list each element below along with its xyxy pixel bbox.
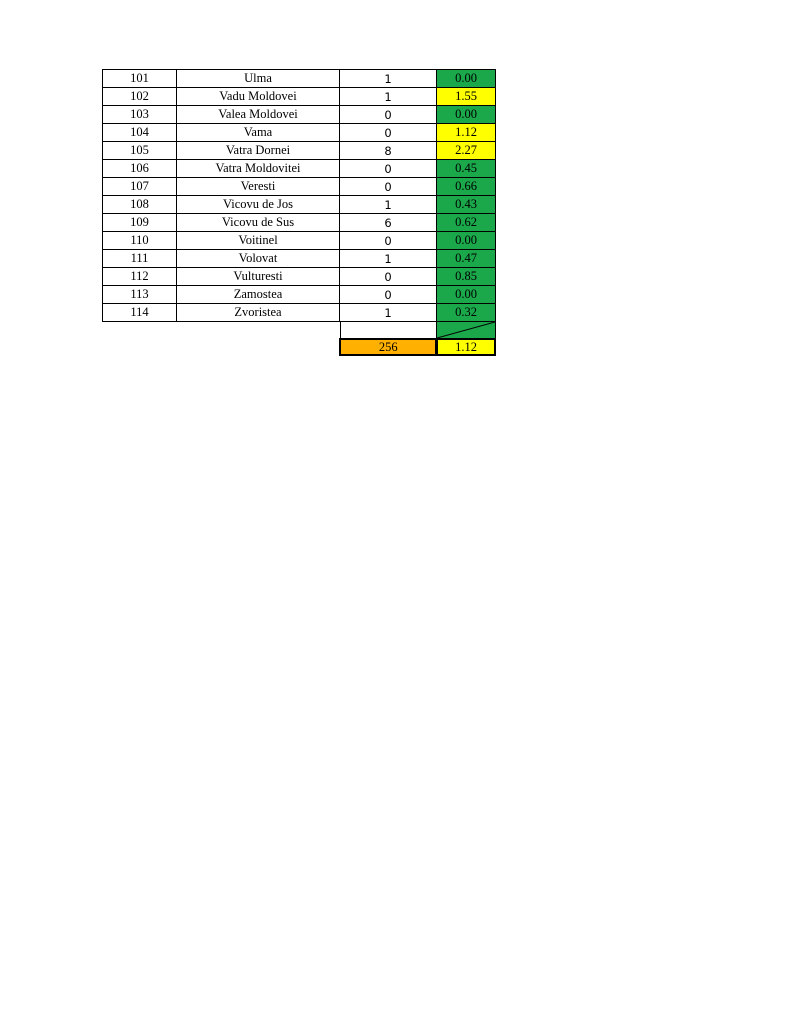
row-number-cell: 101	[102, 70, 177, 87]
locality-name-cell: Zamostea	[177, 286, 340, 303]
locality-name-cell: Veresti	[177, 178, 340, 195]
row-number-cell: 114	[102, 304, 177, 321]
row-number-cell: 113	[102, 286, 177, 303]
row-number-cell: 106	[102, 160, 177, 177]
row-number-cell: 103	[102, 106, 177, 123]
locality-name-cell: Vadu Moldovei	[177, 88, 340, 105]
row-number-cell: 108	[102, 196, 177, 213]
locality-name-cell: Volovat	[177, 250, 340, 267]
table-row	[102, 285, 496, 303]
value-cell: 0.85	[437, 268, 496, 285]
row-number-cell: 104	[102, 124, 177, 141]
table-row	[102, 213, 496, 231]
value-cell: 0.62	[437, 214, 496, 231]
table-row	[102, 87, 496, 105]
count-cell: 1	[340, 196, 437, 213]
count-cell: 8	[340, 142, 437, 159]
table-row	[102, 159, 496, 177]
locality-name-cell: Vicovu de Sus	[177, 214, 340, 231]
value-cell: 1.55	[437, 88, 496, 105]
spacer-empty	[102, 322, 340, 338]
spacer-row	[102, 322, 496, 338]
locality-name-cell: Voitinel	[177, 232, 340, 249]
table-body	[102, 69, 496, 322]
row-number-cell: 107	[102, 178, 177, 195]
row-number-cell: 110	[102, 232, 177, 249]
table-row	[102, 105, 496, 123]
row-number-cell: 105	[102, 142, 177, 159]
count-cell: 1	[340, 250, 437, 267]
total-row	[102, 338, 496, 356]
value-cell: 1.12	[437, 124, 496, 141]
table-row	[102, 267, 496, 285]
locality-name-cell: Zvoristea	[177, 304, 340, 321]
value-cell: 0.00	[437, 106, 496, 123]
table-row	[102, 141, 496, 159]
value-cell: 0.00	[437, 286, 496, 303]
count-cell: 0	[340, 106, 437, 123]
value-cell: 0.32	[437, 304, 496, 321]
locality-name-cell: Vatra Dornei	[177, 142, 340, 159]
table-row	[102, 177, 496, 195]
count-cell: 0	[340, 286, 437, 303]
table-row	[102, 231, 496, 249]
locality-name-cell: Ulma	[177, 70, 340, 87]
table-row	[102, 69, 496, 87]
locality-name-cell: Valea Moldovei	[177, 106, 340, 123]
count-cell: 0	[340, 124, 437, 141]
locality-name-cell: Vama	[177, 124, 340, 141]
total-value-cell: 1.12	[437, 338, 496, 356]
spacer-diagonal-cell	[437, 322, 496, 338]
count-cell: 0	[340, 268, 437, 285]
value-cell: 0.43	[437, 196, 496, 213]
locality-name-cell: Vicovu de Jos	[177, 196, 340, 213]
value-cell: 0.45	[437, 160, 496, 177]
table-row	[102, 195, 496, 213]
value-cell: 2.27	[437, 142, 496, 159]
count-cell: 6	[340, 214, 437, 231]
table-row	[102, 123, 496, 141]
value-cell: 0.00	[437, 232, 496, 249]
row-number-cell: 109	[102, 214, 177, 231]
value-cell: 0.47	[437, 250, 496, 267]
count-cell: 1	[340, 88, 437, 105]
locality-name-cell: Vatra Moldovitei	[177, 160, 340, 177]
diagonal-line-icon	[437, 322, 495, 338]
total-count-cell: 256	[339, 338, 437, 356]
value-cell: 0.66	[437, 178, 496, 195]
total-empty	[102, 338, 339, 356]
row-number-cell: 111	[102, 250, 177, 267]
count-cell: 1	[340, 304, 437, 321]
locality-name-cell: Vulturesti	[177, 268, 340, 285]
table-row	[102, 303, 496, 322]
row-number-cell: 102	[102, 88, 177, 105]
value-cell: 0.00	[437, 70, 496, 87]
count-cell: 0	[340, 160, 437, 177]
spacer-count-cell	[340, 322, 437, 338]
table-row	[102, 249, 496, 267]
count-cell: 0	[340, 178, 437, 195]
row-number-cell: 112	[102, 268, 177, 285]
spreadsheet-table	[102, 69, 496, 356]
count-cell: 0	[340, 232, 437, 249]
count-cell: 1	[340, 70, 437, 87]
